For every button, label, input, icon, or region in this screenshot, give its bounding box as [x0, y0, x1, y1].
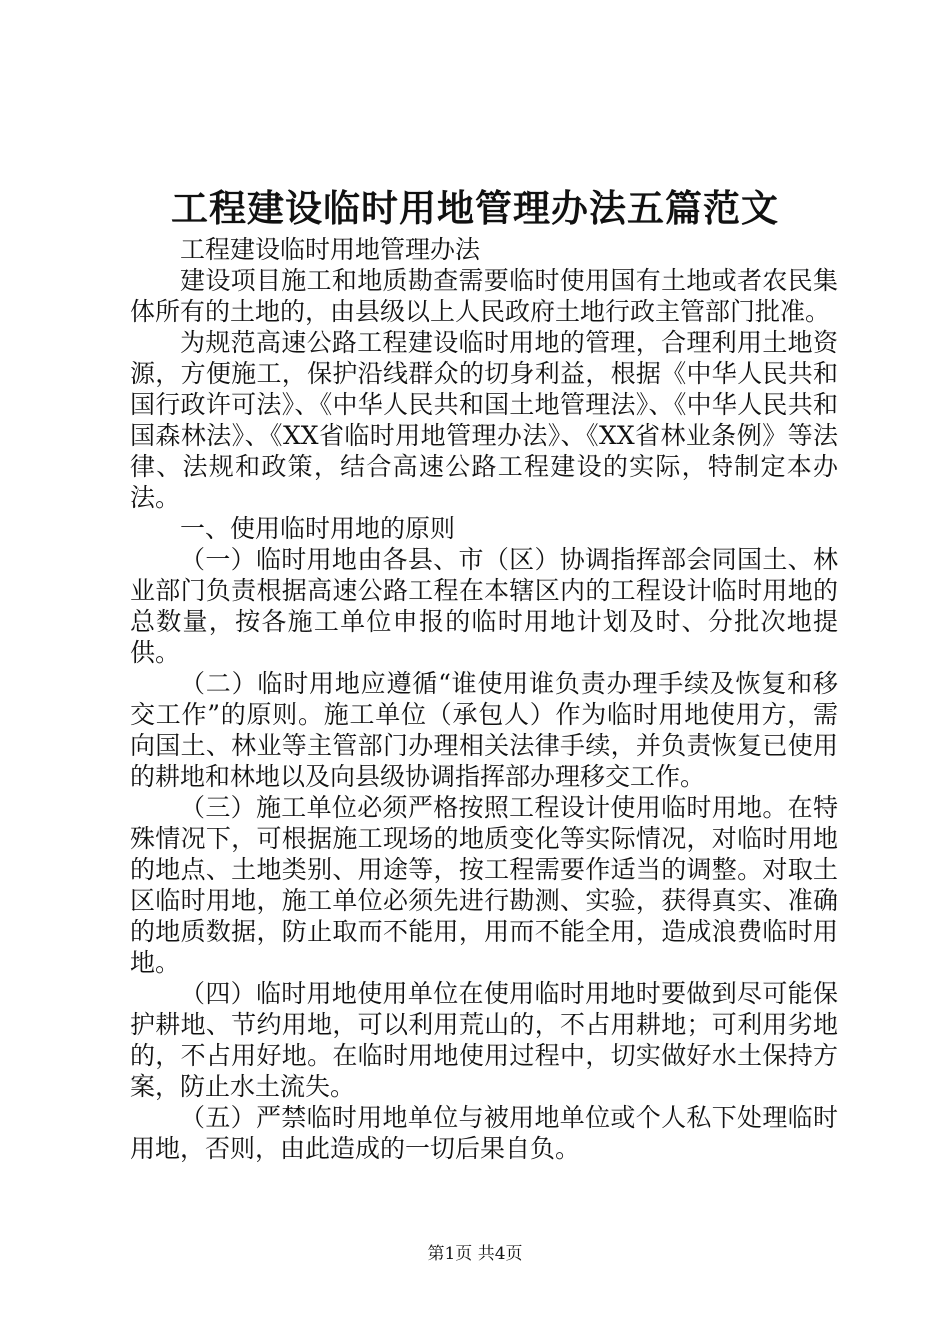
paragraph: （四）临时用地使用单位在使用临时用地时要做到尽可能保护耕地、节约用地，可以利用荒山的，不占用耕地；可利用劣地的，不占用好地。在临时用地使用过程中，切实做好水土保持方案，防止水土流失。 [130, 979, 838, 1101]
paragraph: （三）施工单位必须严格按照工程设计使用临时用地。在特殊情况下，可根据施工现场的地质变化等实际情况，对临时用地的地点、土地类别、用途等，按工程需要作适当的调整。对取土区临时用地，施工单位必须先进行勘测、实验，获得真实、准确的地质数据，防止取而不能用，用而不能全用，造成浪费临时用地。 [130, 793, 838, 977]
paragraph: 建设项目施工和地质勘查需要临时使用国有土地或者农民集体所有的土地的，由县级以上人民政府土地行政主管部门批准。 [130, 266, 838, 326]
page-number-footer: 第1页 共4页 [427, 1244, 523, 1264]
paragraph: （二）临时用地应遵循“谁使用谁负责办理手续及恢复和移交工作”的原则。施工单位（承包人）作为临时用地使用方，需向国土、林业等主管部门办理相关法律手续，并负责恢复已使用的耕地和林地以及向县级协调指挥部办理移交工作。 [130, 669, 838, 791]
document-title: 工程建设临时用地管理办法五篇范文 [171, 186, 779, 230]
section-heading: 一、使用临时用地的原则 [180, 514, 456, 543]
paragraph-subtitle: 工程建设临时用地管理办法 [180, 235, 481, 264]
document-body [130, 234, 838, 1164]
paragraph: 为规范高速公路工程建设临时用地的管理，合理利用土地资源，方便施工，保护沿线群众的切身利益，根据《中华人民共和国行政许可法》、《中华人民共和国土地管理法》、《中华人民共和国森林法》、《XX省临时用地管理办法》、《XX省林业条例》等法律、法规和政策，结合高速公路工程建设的实际，特制定本办法。 [130, 328, 838, 512]
paragraph: （一）临时用地由各县、市（区）协调指挥部会同国土、林业部门负责根据高速公路工程在本辖区内的工程设计临时用地的总数量，按各施工单位申报的临时用地计划及时、分批次地提供。 [130, 545, 838, 667]
paragraph: （五）严禁临时用地单位与被用地单位或个人私下处理临时用地，否则，由此造成的一切后果自负。 [130, 1103, 838, 1163]
